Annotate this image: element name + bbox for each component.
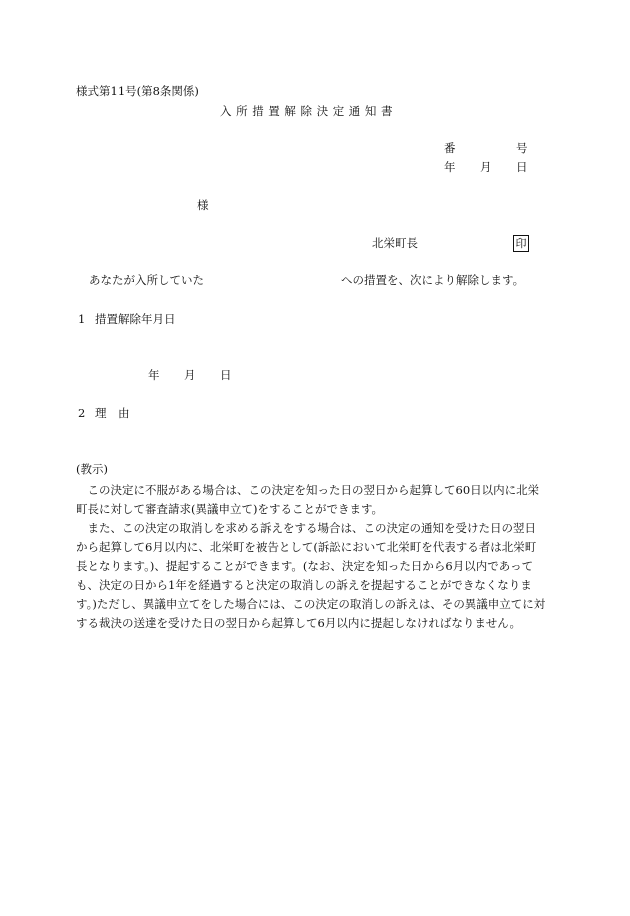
body-text-tail: への措置を、次により解除します。 [341,273,525,287]
issuer-name: 北栄町長 [372,236,418,250]
section-1-number: 1 [78,312,86,326]
document-title: 入所措置解除決定通知書 [220,104,398,118]
form-number: 様式第11号(第8条関係) [76,84,199,98]
body-text-lead: あなたが入所していた [89,273,204,287]
section-2-number: 2 [78,406,86,420]
seal-mark: 印 [513,235,529,252]
section-1-title: 措置解除年月日 [95,312,176,326]
release-month-label: 月 [184,368,196,382]
number-label: 番 [444,141,456,155]
notice-paragraph: また、この決定の取消しを求める訴えをする場合は、この決定の通知を受けた日の翌日から起算して6月以内に、北栄町を被告として(訴訟において北栄町を代表する者は北栄町長となります。)、提起することができます。(なお、決定を知った日から6月以内であっても、決定の日から1年を経過すると決定の取消しの訴えを提起することができなくなります。)ただし、異議申立てをした場合には、この決定の取消しの訴えは、その異議申立てに対する裁決の送達を受けた日の翌日から起算して6月以内に提起しなければなりません。 [76,521,546,630]
issue-day-label: 日 [516,160,528,174]
issue-year-label: 年 [444,160,456,174]
section-2-title: 理 由 [95,406,130,420]
notice-heading: (教示) [76,462,108,476]
notice-body [76,481,546,633]
issue-month-label: 月 [480,160,492,174]
release-day-label: 日 [220,368,232,382]
notice-paragraph: この決定に不服がある場合は、この決定を知った日の翌日から起算して60日以内に北栄町長に対して審査請求(異議申立て)をすることができます。 [76,483,540,516]
number-suffix: 号 [516,141,528,155]
release-year-label: 年 [148,368,160,382]
addressee-suffix: 様 [197,198,209,212]
